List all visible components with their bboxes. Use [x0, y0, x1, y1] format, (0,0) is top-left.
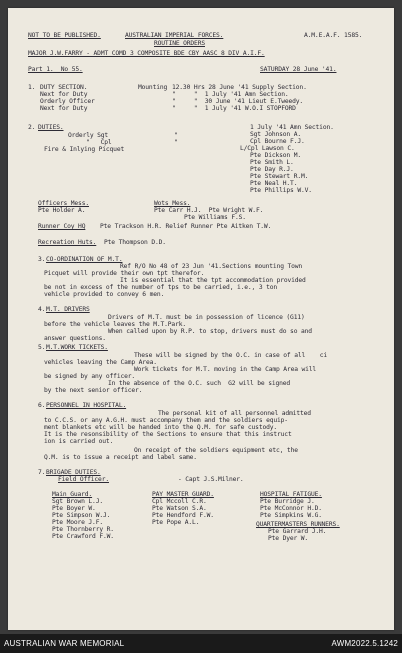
work-tickets-line: These will be signed by the O.C. in case of all ci [134, 352, 327, 359]
duty-row-detail: " " 1 July '41 W.O.I STOPFORD [172, 105, 296, 112]
duty-role: Fire & Inlying Picquet [44, 146, 125, 153]
main-guard-name: Pte Boyer W. [52, 505, 96, 512]
section-number: 7. [38, 469, 46, 476]
duty-assignee: 1 July '41 Amn Section. [250, 124, 334, 131]
duty-row-role: Orderly Officer [40, 98, 95, 105]
hospital-fatigue-name: Pte Burridge J. [260, 498, 315, 505]
recreation-name: Pte Thompson D.D. [104, 239, 166, 246]
officers-mess-name: Pte Holder A. [38, 207, 86, 214]
qm-runner-name: Pte Dyer W. [268, 535, 309, 542]
duty-assignee: Sgt Johnson A. [250, 131, 301, 138]
field-officer-label: Field Officer. [58, 476, 109, 483]
duty-assignee: Pte Neal H.T. [250, 180, 298, 187]
paymaster-guard-name: Pte Watson S.A. [152, 505, 207, 512]
hospital-line: The personal kit of all personnel admitted [158, 410, 311, 417]
work-tickets-line: In the absence of the O.C. such G2 will be signed [108, 380, 291, 387]
section-number: 6. [38, 402, 46, 409]
section-number: 4. [38, 306, 46, 313]
hospital-line: to C.C.S. or any A.G.H. must accompany them and the soldiers equip- [44, 417, 288, 424]
mt-drivers-line: before the vehicle leaves the M.T.Park. [44, 321, 187, 328]
runner-label: Runner Coy HQ [38, 223, 86, 230]
brigade-title: BRIGADE DUTIES. [46, 469, 101, 476]
document-page [8, 8, 394, 630]
section-number: 3. [38, 256, 46, 263]
order-date: SATURDAY 28 June '41. [260, 66, 337, 73]
main-guard-name: Pte Moore J.F. [52, 519, 103, 526]
duty-row-role: Mounting [138, 84, 168, 91]
duty-assignee: L/Cpl Lawson C. [240, 145, 295, 152]
main-guard-name: Pte Thornberry R. [52, 526, 114, 533]
officers-mess-label: Officers Mess. [38, 200, 89, 207]
work-tickets-line: vehicles leaving the Camp Area. [44, 359, 157, 366]
work-tickets-line: be signed by any officer. [44, 373, 136, 380]
field-officer-name: - Capt J.S.Milner. [178, 476, 244, 483]
mt-drivers-line: answer questions. [44, 335, 106, 342]
duty-role: " Cpl [86, 139, 112, 146]
hospital-fatigue-name: Pte Simpkins W.G. [260, 512, 322, 519]
hospital-line: On receipt of the soldiers equipment etc, the [134, 447, 298, 454]
duty-assignee: Pte Stewart R.M. [250, 173, 309, 180]
force-title: AUSTRALIAN IMPERIAL FORCES. [125, 32, 224, 39]
coordination-line: Picquet will provide their own tpt therefor. [44, 270, 205, 277]
duty-row-role: Next for Duty [40, 91, 88, 98]
mt-drivers-title: M.T. DRIVERS [46, 306, 90, 313]
duty-assignee: Pte Day R.J. [250, 166, 294, 173]
footer-catalogue-id: AWM2022.5.1242 [331, 639, 398, 648]
duty-section-title: DUTY SECTION. [40, 84, 88, 91]
coordination-line: It is essential that the tpt accommodation provided [120, 277, 306, 284]
paymaster-guard-name: Pte Hendford F.W. [152, 512, 214, 519]
recreation-label: Recreation Huts. [38, 239, 97, 246]
wots-mess-names: Pte Williams F.S. [184, 214, 246, 221]
coordination-line: be not in excess of the number of tps to be carried, i.e., 3 ton [44, 284, 278, 291]
hospital-line: Q.M. is to issue a receipt and label same. [44, 454, 197, 461]
part-number: Part 1. No 55. [28, 66, 83, 73]
main-guard-title: Main Guard. [52, 491, 93, 498]
hospital-fatigue-title: HOSPITAL FATIGUE. [260, 491, 322, 498]
main-guard-name: Pte Simpson W.J. [52, 512, 111, 519]
wots-mess-label: Wots Mess. [154, 200, 191, 207]
ditto-mark: " [174, 139, 178, 146]
mt-drivers-line: When called upon by R.P. to stop, drivers must do so and [108, 328, 312, 335]
hospital-line: It is the resonsibility of the Sections to ensure that this instruct [44, 431, 292, 438]
hospital-fatigue-name: Pte McConnor H.D. [260, 505, 322, 512]
qm-runner-name: Pte Garrard J.H. [268, 528, 327, 535]
section-number: 2. [28, 124, 36, 131]
footer-institution: AUSTRALIAN WAR MEMORIAL [4, 639, 125, 648]
duty-assignee: Pte Smith L. [250, 159, 294, 166]
paymaster-guard-name: Pte Pope A.L. [152, 519, 200, 526]
work-tickets-line: Work tickets for M.T. moving in the Camp Area will [134, 366, 317, 373]
duty-assignee: Cpl Bourne F.J. [250, 138, 305, 145]
section-number: 1. [28, 84, 36, 91]
paymaster-guard-title: PAY MASTER GUARD. [152, 491, 214, 498]
paymaster-guard-name: Cpl Mccoll C.R. [152, 498, 207, 505]
coordination-title: CO-ORDINATION OF M.T. [46, 256, 123, 263]
archive-footer [0, 634, 402, 653]
hospital-line: ion is carried out. [44, 438, 114, 445]
coordination-line: Ref R/O No 48 of 23 Jun '41.Sections mounting Town [120, 263, 303, 270]
section-number: 5. [38, 344, 46, 351]
duty-row-detail: " " 30 June '41 Lieut E.Tweedy. [172, 98, 304, 105]
ditto-mark: " [174, 132, 178, 139]
qm-runners-title: QUARTERMASTERS RUNNERS. [256, 521, 340, 528]
duties-title: DUTIES. [38, 124, 64, 131]
coordination-line: vehicle provided to convey 6 men. [44, 291, 165, 298]
commander-line: MAJOR J.W.FARRY - ADMT COMD 3 COMPOSITE BDE CBY AASC 8 DIV A.I.F. [28, 50, 265, 57]
mt-drivers-line: Drivers of M.T. must be in possession of licence (G11) [108, 314, 305, 321]
main-guard-name: Sgt Brown L.J. [52, 498, 103, 505]
wots-mess-names: Pte Carr H.J. Pte Wright W.F. [154, 207, 264, 214]
orders-title: ROUTINE ORDERS [154, 40, 205, 47]
runner-names: Pte Trackson H.R. Relief Runner Pte Aitken T.W. [100, 223, 272, 230]
duty-assignee: Pte Dickson M. [250, 152, 301, 159]
hospital-line: ment blankets etc will be handed into the Q.M. for safe custody. [44, 424, 278, 431]
duty-row-role: Next for Duty [40, 105, 88, 112]
duty-row-detail: " " 1 July '41 Amn Section. [172, 91, 289, 98]
work-tickets-line: by the next senior officer. [44, 387, 143, 394]
main-guard-name: Pte Crawford F.W. [52, 533, 114, 540]
duty-role: Orderly Sgt [68, 132, 109, 139]
hospital-title: PERSONNEL IN HOSPITAL. [46, 402, 127, 409]
work-tickets-title: M.T.WORK TICKETS. [46, 344, 108, 351]
duty-assignee: Pte Phillips W.V. [250, 187, 312, 194]
form-number: A.M.E.A.F. 1585. [304, 32, 363, 39]
duty-row-detail: 12.30 Hrs 28 June '41 Supply Section. [172, 84, 307, 91]
not-published-notice: NOT TO BE PUBLISHED. [28, 32, 101, 39]
